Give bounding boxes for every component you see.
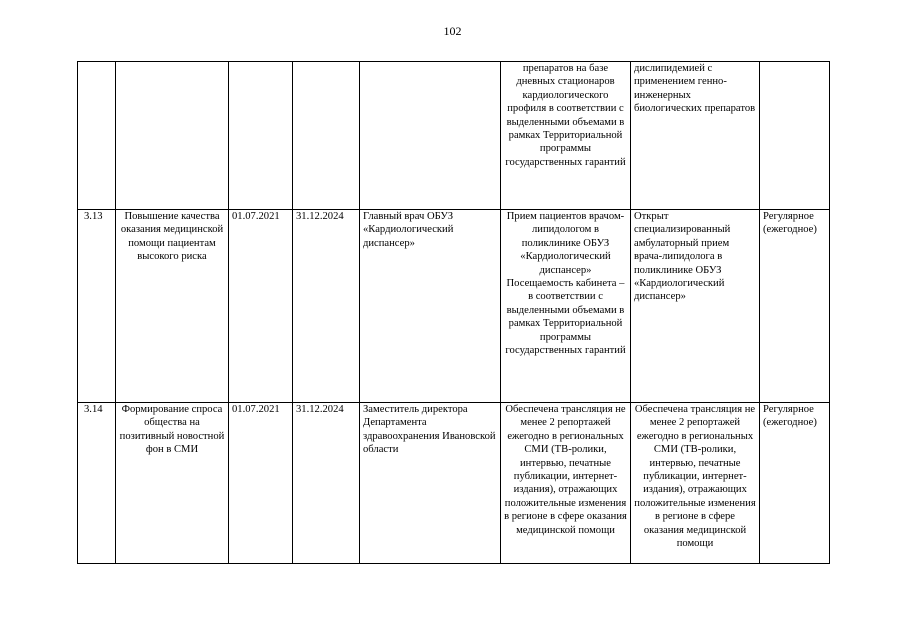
cell-start-date: 01.07.2021 <box>229 210 293 403</box>
cell-responsible: Главный врач ОБУЗ «Кардиологический диспансер» <box>360 210 501 403</box>
cell-periodicity <box>760 62 830 210</box>
page-number: 102 <box>443 24 462 38</box>
cell-result: Обеспечена трансляция не менее 2 репортажей ежегодно в региональных СМИ (ТВ-ролики, интервью, печатные публикации, интернет-издания), отражающих положительные изменения в регионе в сфере оказания медицинской помощи <box>631 403 760 564</box>
cell-number: 3.13 <box>78 210 116 403</box>
cell-start-date: 01.07.2021 <box>229 403 293 564</box>
cell-indicator: Обеспечена трансляция не менее 2 репортажей ежегодно в региональных СМИ (ТВ-ролики, интервью, печатные публикации, интернет-издания), отражающих положительные изменения в регионе в сфере оказания медицинской помощи <box>501 403 631 564</box>
cell-activity: Формирование спроса общества на позитивный новостной фон в СМИ <box>116 403 229 564</box>
cell-activity: Повышение качества оказания медицинской помощи пациентам высокого риска <box>116 210 229 403</box>
activity-plan-table <box>77 61 830 564</box>
cell-indicator: Прием пациентов врачом-липидологом в поликлинике ОБУЗ «Кардиологический диспансер» Посещаемость кабинета – в соответствии с выделенными объемами в рамках Территориальной программы государственных гарантий <box>501 210 631 403</box>
cell-periodicity: Регулярное (ежегодное) <box>760 210 830 403</box>
cell-responsible: Заместитель директора Департамента здравоохранения Ивановской области <box>360 403 501 564</box>
cell-number <box>78 62 116 210</box>
cell-periodicity: Регулярное (ежегодное) <box>760 403 830 564</box>
cell-result: дислипидемией с применением генно-инженерных биологических препаратов <box>631 62 760 210</box>
table-row-3-13 <box>78 210 830 403</box>
cell-end-date: 31.12.2024 <box>293 210 360 403</box>
cell-result: Открыт специализированный амбулаторный прием врача-липидолога в поликлинике ОБУЗ «Кардиологический диспансер» <box>631 210 760 403</box>
cell-start-date <box>229 62 293 210</box>
cell-number: 3.14 <box>78 403 116 564</box>
table-row-3-14 <box>78 403 830 564</box>
cell-indicator: препаратов на базе дневных стационаров кардиологического профиля в соответствии с выделенными объемами в рамках Территориальной программы государственных гарантий <box>501 62 631 210</box>
cell-end-date <box>293 62 360 210</box>
table-row-continued <box>78 62 830 210</box>
cell-responsible <box>360 62 501 210</box>
cell-end-date: 31.12.2024 <box>293 403 360 564</box>
cell-activity <box>116 62 229 210</box>
